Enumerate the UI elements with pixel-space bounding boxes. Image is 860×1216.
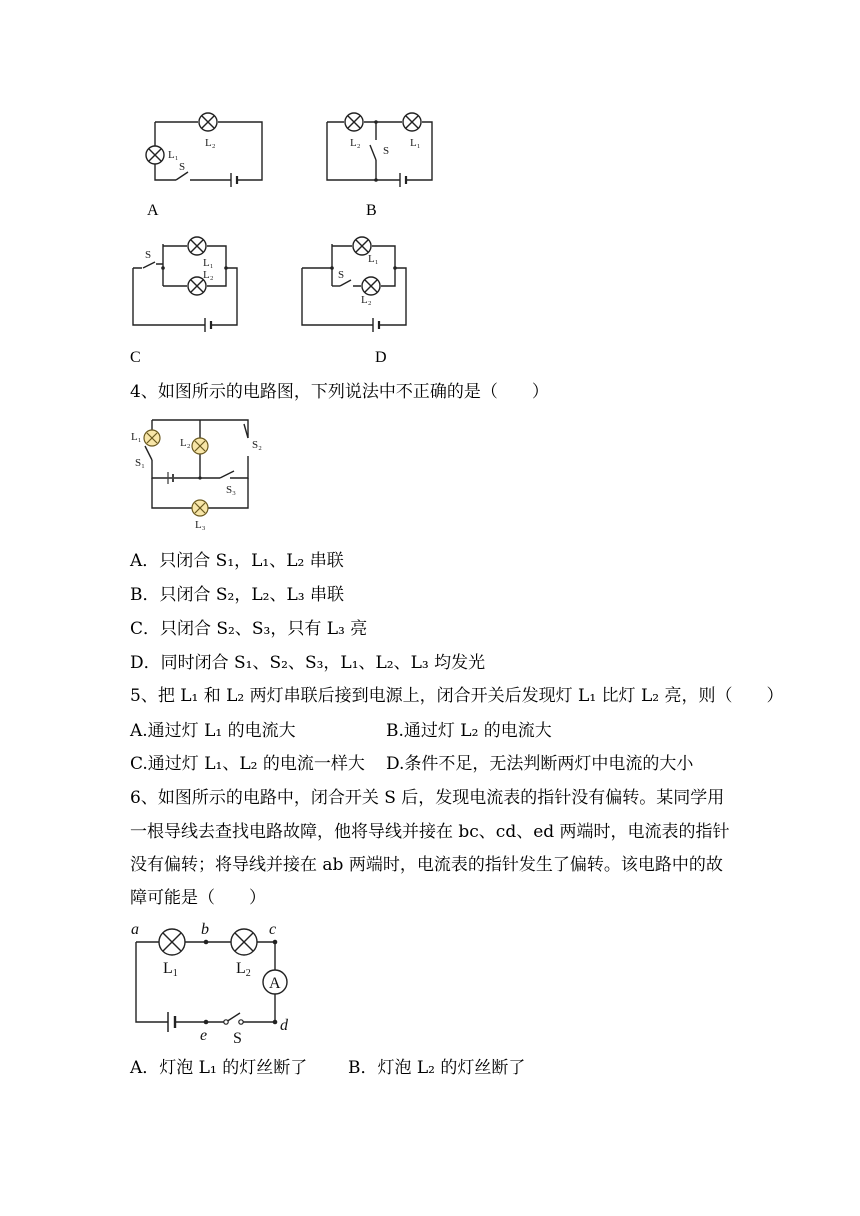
question-6-stem-line-4: 障可能是（ ）	[130, 888, 266, 908]
question-5-option-d: D.条件不足，无法判断两灯中电流的大小	[386, 754, 694, 774]
svg-text:c: c	[269, 921, 277, 938]
svg-text:L₂: L₂	[350, 137, 361, 149]
svg-text:S: S	[179, 161, 186, 173]
option-label-d: D	[375, 349, 387, 366]
svg-text:L₃: L₃	[195, 519, 206, 531]
question-5-option-a: A.通过灯 L₁ 的电流大	[130, 721, 296, 741]
svg-text:L2: L2	[236, 960, 251, 979]
question-6-option-a: A．灯泡 L₁ 的灯丝断了	[130, 1058, 308, 1078]
svg-text:S: S	[383, 145, 390, 157]
question-6-stem-line-3: 没有偏转；将导线并接在 ab 两端时，电流表的指针发生了偏转。该电路中的故	[130, 855, 723, 875]
question-5-stem: 5、把 L₁ 和 L₂ 两灯串联后接到电源上，闭合开关后发现灯 L₁ 比灯 L₂ 亮，则（ ）	[130, 686, 784, 706]
svg-text:L1: L1	[163, 960, 178, 979]
ammeter-icon	[263, 970, 287, 994]
question-4-option-d: D．同时闭合 S₁、S₂、S₃，L₁、L₂、L₃ 均发光	[130, 653, 486, 673]
svg-text:L₁: L₁	[168, 149, 179, 161]
lamp-icon	[231, 929, 257, 955]
svg-text:S: S	[338, 269, 345, 281]
svg-text:L₂: L₂	[180, 437, 191, 449]
question-5-option-b: B.通过灯 L₂ 的电流大	[386, 721, 552, 741]
svg-text:L₁: L₁	[410, 137, 421, 149]
svg-text:S: S	[145, 249, 152, 261]
svg-text:d: d	[280, 1017, 288, 1034]
question-4-option-a: A．只闭合 S₁，L₁、L₂ 串联	[130, 551, 344, 571]
option-label-c: C	[130, 349, 141, 366]
svg-text:L₁: L₁	[131, 431, 142, 443]
svg-text:S₂: S₂	[252, 439, 262, 451]
question-4-stem: 4、如图所示的电路图，下列说法中不正确的是（ ）	[130, 382, 549, 402]
svg-text:L₁: L₁	[368, 253, 379, 265]
question-4-option-b: B．只闭合 S₂，L₂、L₃ 串联	[130, 585, 344, 605]
lamp-icon	[159, 929, 185, 955]
svg-text:S: S	[233, 1030, 242, 1047]
svg-text:b: b	[201, 921, 209, 938]
svg-text:L₂: L₂	[361, 294, 372, 306]
svg-text:L₁: L₁	[203, 257, 214, 269]
question-6-stem-line-2: 一根导线去查找电路故障，他将导线并接在 bc、cd、ed 两端时，电流表的指针	[130, 822, 730, 842]
svg-text:A: A	[269, 975, 281, 992]
svg-text:L₂: L₂	[205, 137, 216, 149]
option-label-b: B	[366, 202, 377, 219]
svg-text:L₂: L₂	[203, 269, 214, 281]
question-6-stem-line-1: 6、如图所示的电路中，闭合开关 S 后，发现电流表的指针没有偏转。某同学用	[130, 788, 725, 808]
svg-text:S₃: S₃	[226, 484, 236, 496]
svg-text:e: e	[200, 1027, 208, 1044]
svg-text:a: a	[131, 921, 139, 938]
question-4-option-c: C．只闭合 S₂、S₃，只有 L₃ 亮	[130, 619, 368, 639]
question-5-option-c: C.通过灯 L₁、L₂ 的电流一样大	[130, 754, 365, 774]
option-label-a: A	[147, 202, 159, 219]
question-6-option-b: B．灯泡 L₂ 的灯丝断了	[348, 1058, 526, 1078]
svg-text:S₁: S₁	[135, 457, 145, 469]
